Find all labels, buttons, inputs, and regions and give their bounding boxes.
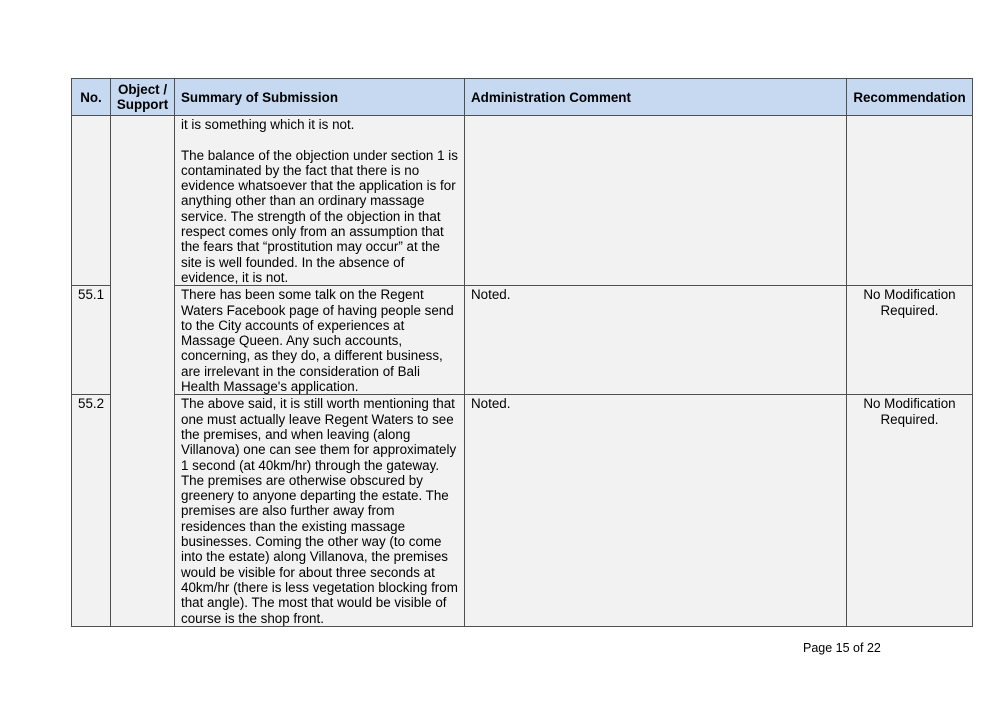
summary-paragraph: The above said, it is still worth mentioning that one must actually leave Regent Waters to see the premises, and when leaving (along Villanova) one can see them for approximately 1 second (at 40km/hr) through the gateway. The premises are otherwise obscured by greenery to anyone departing the estate. The premises are also further away from residences than the existing massage businesses. Coming the other way (to come into the estate) along Villanova, the premises would be visible for about three seconds at 40km/hr (there is less vegetation blocking from that angle). The most that would be visible of course is the shop front. xyxy=(181,396,458,626)
table-row xyxy=(72,395,973,626)
recommendation-cell: No Modification Required. xyxy=(847,286,973,395)
admin-comment-cell: Noted. xyxy=(465,286,847,395)
header-object-support-line1: Object / xyxy=(117,82,168,97)
submissions-table xyxy=(71,78,973,627)
row-number: 55.2 xyxy=(72,395,111,626)
object-support-cell xyxy=(111,116,175,627)
header-no: No. xyxy=(72,79,111,116)
header-admin-comment: Administration Comment xyxy=(465,79,847,116)
recommendation-cell: No Modification Required. xyxy=(847,395,973,626)
summary-cell xyxy=(175,395,465,626)
header-summary: Summary of Submission xyxy=(175,79,465,116)
summary-cell xyxy=(175,286,465,395)
admin-comment-cell xyxy=(465,116,847,286)
table-header-row xyxy=(72,79,973,116)
summary-paragraph: The balance of the objection under section 1 is contaminated by the fact that there is no evidence whatsoever that the application is for anything other than an ordinary massage service. The strength of the objection in that respect comes only from an assumption that the fears that “prostitution may occur” at the site is well founded. In the absence of evidence, it is not. xyxy=(181,147,458,285)
row-number xyxy=(72,116,111,286)
row-number: 55.1 xyxy=(72,286,111,395)
table-row xyxy=(72,286,973,395)
admin-comment-cell: Noted. xyxy=(465,395,847,626)
page-number: Page 15 of 22 xyxy=(803,641,881,655)
header-recommendation: Recommendation xyxy=(847,79,973,116)
header-object-support xyxy=(111,79,175,116)
summary-paragraph: it is something which it is not. xyxy=(181,117,355,132)
header-object-support-line2: Support xyxy=(116,97,169,112)
table-row xyxy=(72,116,973,286)
recommendation-cell xyxy=(847,116,973,286)
summary-cell xyxy=(175,116,465,286)
summary-paragraph: There has been some talk on the Regent Waters Facebook page of having people send to the City accounts of experiences at Massage Queen. Any such accounts, concerning, as they do, a different business, are irrelevant in the consideration of Bali Health Massage's application. xyxy=(181,287,454,395)
